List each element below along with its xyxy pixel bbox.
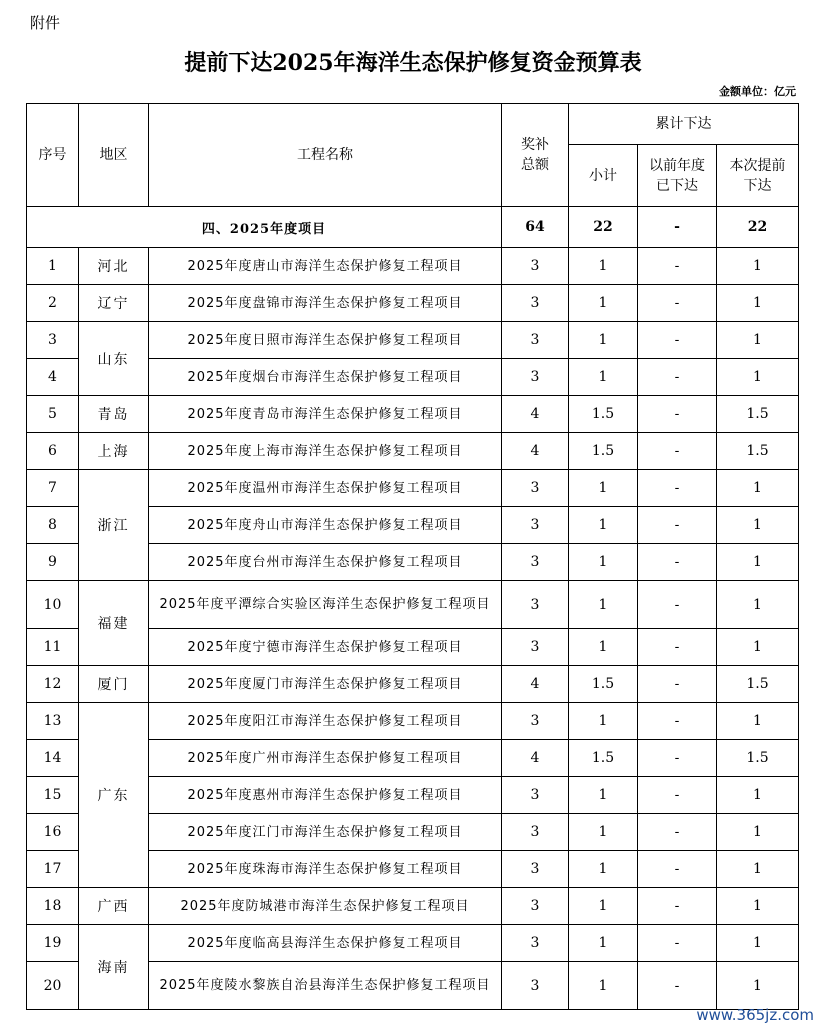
row-seq: 15 (27, 777, 79, 814)
row-prior: - (638, 396, 717, 433)
row-prior: - (638, 359, 717, 396)
row-seq: 19 (27, 925, 79, 962)
row-total: 3 (502, 814, 569, 851)
row-current: 1 (717, 544, 799, 581)
header-region: 地区 (79, 104, 149, 207)
row-current: 1 (717, 814, 799, 851)
row-seq: 4 (27, 359, 79, 396)
row-prior: - (638, 629, 717, 666)
row-subtotal: 1 (569, 507, 638, 544)
row-total: 3 (502, 248, 569, 285)
row-total: 3 (502, 962, 569, 1010)
row-seq: 12 (27, 666, 79, 703)
row-subtotal: 1 (569, 703, 638, 740)
row-prior: - (638, 814, 717, 851)
row-prior: - (638, 888, 717, 925)
row-subtotal: 1.5 (569, 396, 638, 433)
row-seq: 6 (27, 433, 79, 470)
table-row (27, 433, 799, 470)
header-cumulative: 累计下达 (569, 104, 799, 145)
region-cell: 广东 (79, 703, 149, 888)
region-cell: 河北 (79, 248, 149, 285)
header-seq: 序号 (27, 104, 79, 207)
row-current: 1.5 (717, 396, 799, 433)
header-current-issued (717, 145, 799, 207)
row-subtotal: 1 (569, 629, 638, 666)
row-total: 3 (502, 285, 569, 322)
row-current: 1 (717, 851, 799, 888)
row-seq: 8 (27, 507, 79, 544)
region-cell: 广西 (79, 888, 149, 925)
row-current: 1.5 (717, 433, 799, 470)
row-prior: - (638, 433, 717, 470)
row-seq: 11 (27, 629, 79, 666)
project-name: 2025年度烟台市海洋生态保护修复工程项目 (149, 359, 502, 396)
row-prior: - (638, 322, 717, 359)
row-total: 4 (502, 433, 569, 470)
row-total: 4 (502, 396, 569, 433)
table-row (27, 396, 799, 433)
row-current: 1 (717, 629, 799, 666)
row-seq: 20 (27, 962, 79, 1010)
row-total: 4 (502, 666, 569, 703)
row-subtotal: 1 (569, 359, 638, 396)
row-current: 1 (717, 581, 799, 629)
region-cell: 厦门 (79, 666, 149, 703)
row-total: 4 (502, 740, 569, 777)
row-seq: 14 (27, 740, 79, 777)
row-seq: 2 (27, 285, 79, 322)
project-name: 2025年度临高县海洋生态保护修复工程项目 (149, 925, 502, 962)
row-current: 1 (717, 962, 799, 1010)
row-subtotal: 1 (569, 888, 638, 925)
row-prior: - (638, 703, 717, 740)
row-subtotal: 1.5 (569, 740, 638, 777)
row-prior: - (638, 285, 717, 322)
table-row (27, 581, 799, 629)
row-subtotal: 1 (569, 814, 638, 851)
header-subtotal: 小计 (569, 145, 638, 207)
project-name: 2025年度阳江市海洋生态保护修复工程项目 (149, 703, 502, 740)
row-total: 3 (502, 507, 569, 544)
table-row (27, 888, 799, 925)
row-subtotal: 1 (569, 248, 638, 285)
project-name: 2025年度江门市海洋生态保护修复工程项目 (149, 814, 502, 851)
region-cell: 福建 (79, 581, 149, 666)
table-row (27, 470, 799, 507)
region-cell: 上海 (79, 433, 149, 470)
row-total: 3 (502, 544, 569, 581)
table-row (27, 925, 799, 962)
attachment-label: 附件 (30, 14, 61, 32)
row-seq: 18 (27, 888, 79, 925)
section-subtotal: 22 (569, 207, 638, 248)
row-current: 1 (717, 322, 799, 359)
row-total: 3 (502, 629, 569, 666)
row-seq: 16 (27, 814, 79, 851)
row-total: 3 (502, 777, 569, 814)
row-total: 3 (502, 925, 569, 962)
row-total: 3 (502, 322, 569, 359)
project-name: 2025年度日照市海洋生态保护修复工程项目 (149, 322, 502, 359)
region-cell: 山东 (79, 322, 149, 396)
row-subtotal: 1 (569, 851, 638, 888)
row-current: 1 (717, 470, 799, 507)
row-current: 1 (717, 285, 799, 322)
row-current: 1 (717, 925, 799, 962)
row-prior: - (638, 544, 717, 581)
page-title: 提前下达2025年海洋生态保护修复资金预算表 (184, 50, 642, 76)
row-subtotal: 1.5 (569, 666, 638, 703)
project-name: 2025年度陵水黎族自治县海洋生态保护修复工程项目 (149, 962, 502, 1010)
project-name: 2025年度上海市海洋生态保护修复工程项目 (149, 433, 502, 470)
row-current: 1.5 (717, 740, 799, 777)
row-seq: 10 (27, 581, 79, 629)
section-total: 64 (502, 207, 569, 248)
site-watermark: www.365jz.com (696, 1006, 814, 1024)
row-prior: - (638, 777, 717, 814)
row-seq: 9 (27, 544, 79, 581)
row-prior: - (638, 925, 717, 962)
project-name: 2025年度温州市海洋生态保护修复工程项目 (149, 470, 502, 507)
row-subtotal: 1 (569, 285, 638, 322)
amount-unit: 金额单位：亿元 (719, 85, 796, 98)
region-cell: 青岛 (79, 396, 149, 433)
region-cell: 辽宁 (79, 285, 149, 322)
header-total-award-label: 奖补总额 (520, 137, 549, 173)
row-seq: 7 (27, 470, 79, 507)
row-current: 1 (717, 777, 799, 814)
row-subtotal: 1 (569, 470, 638, 507)
row-subtotal: 1 (569, 581, 638, 629)
project-name: 2025年度盘锦市海洋生态保护修复工程项目 (149, 285, 502, 322)
row-prior: - (638, 248, 717, 285)
row-total: 3 (502, 851, 569, 888)
row-subtotal: 1 (569, 544, 638, 581)
section-label: 四、2025年度项目 (27, 207, 502, 248)
section-row (27, 207, 799, 248)
row-total: 3 (502, 888, 569, 925)
row-prior: - (638, 507, 717, 544)
row-current: 1 (717, 359, 799, 396)
row-seq: 13 (27, 703, 79, 740)
row-total: 3 (502, 359, 569, 396)
project-name: 2025年度舟山市海洋生态保护修复工程项目 (149, 507, 502, 544)
row-subtotal: 1 (569, 962, 638, 1010)
region-cell: 浙江 (79, 470, 149, 581)
row-total: 3 (502, 581, 569, 629)
table-row (27, 285, 799, 322)
row-seq: 5 (27, 396, 79, 433)
project-name: 2025年度宁德市海洋生态保护修复工程项目 (149, 629, 502, 666)
row-seq: 1 (27, 248, 79, 285)
project-name: 2025年度厦门市海洋生态保护修复工程项目 (149, 666, 502, 703)
budget-table (26, 103, 799, 1010)
header-prior-issued (638, 145, 717, 207)
row-subtotal: 1 (569, 322, 638, 359)
section-current: 22 (717, 207, 799, 248)
row-prior: - (638, 962, 717, 1010)
header-project-name: 工程名称 (149, 104, 502, 207)
row-current: 1 (717, 507, 799, 544)
project-name: 2025年度青岛市海洋生态保护修复工程项目 (149, 396, 502, 433)
row-current: 1 (717, 703, 799, 740)
row-current: 1 (717, 888, 799, 925)
row-seq: 3 (27, 322, 79, 359)
table-row (27, 703, 799, 740)
table-row (27, 248, 799, 285)
table-row (27, 666, 799, 703)
project-name: 2025年度平潭综合实验区海洋生态保护修复工程项目 (149, 581, 502, 629)
row-total: 3 (502, 703, 569, 740)
region-cell: 海南 (79, 925, 149, 1010)
row-prior: - (638, 470, 717, 507)
project-name: 2025年度惠州市海洋生态保护修复工程项目 (149, 777, 502, 814)
row-total: 3 (502, 470, 569, 507)
row-prior: - (638, 851, 717, 888)
row-current: 1.5 (717, 666, 799, 703)
section-prior: - (638, 207, 717, 248)
project-name: 2025年度防城港市海洋生态保护修复工程项目 (149, 888, 502, 925)
row-prior: - (638, 666, 717, 703)
project-name: 2025年度唐山市海洋生态保护修复工程项目 (149, 248, 502, 285)
header-current-issued-label: 本次提前下达 (729, 157, 786, 194)
header-total-award (502, 104, 569, 207)
table-row (27, 322, 799, 359)
row-subtotal: 1 (569, 925, 638, 962)
row-prior: - (638, 740, 717, 777)
header-prior-issued-label: 以前年度已下达 (648, 157, 705, 194)
row-subtotal: 1 (569, 777, 638, 814)
row-current: 1 (717, 248, 799, 285)
project-name: 2025年度台州市海洋生态保护修复工程项目 (149, 544, 502, 581)
row-seq: 17 (27, 851, 79, 888)
project-name: 2025年度珠海市海洋生态保护修复工程项目 (149, 851, 502, 888)
row-subtotal: 1.5 (569, 433, 638, 470)
row-prior: - (638, 581, 717, 629)
project-name: 2025年度广州市海洋生态保护修复工程项目 (149, 740, 502, 777)
